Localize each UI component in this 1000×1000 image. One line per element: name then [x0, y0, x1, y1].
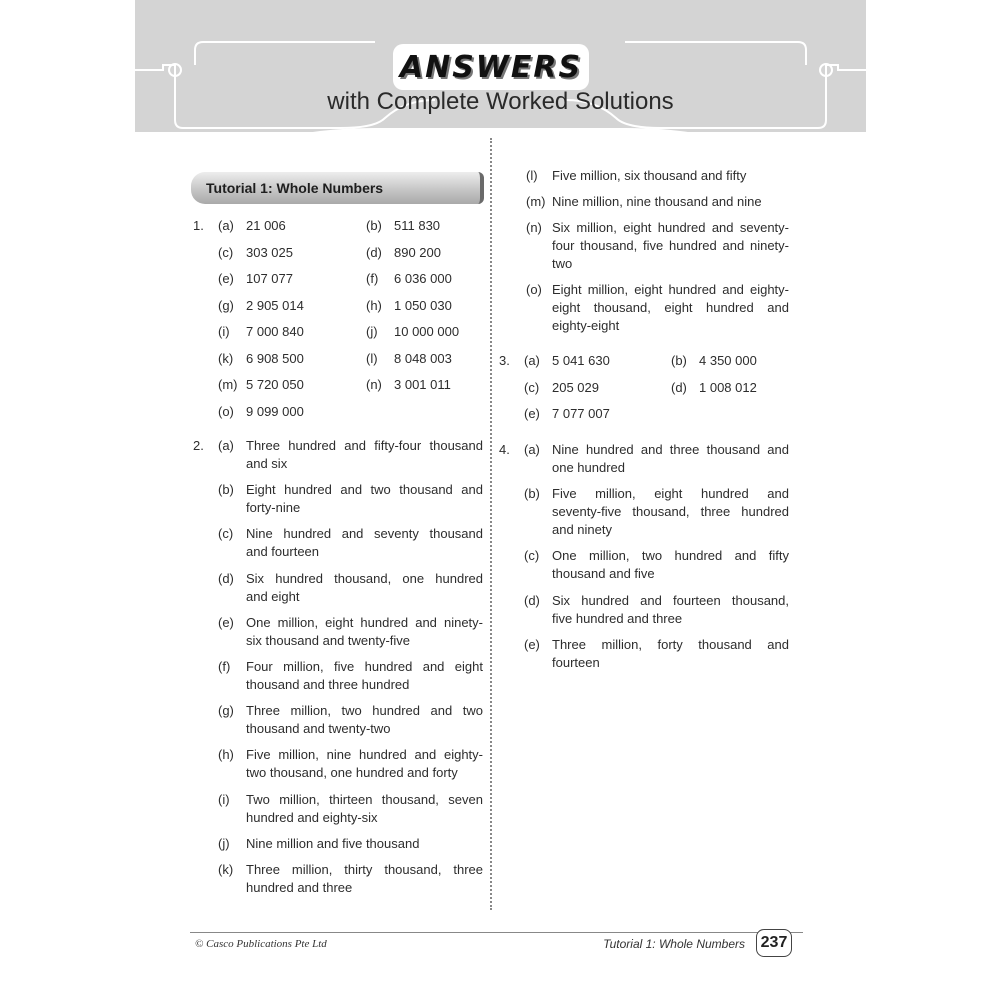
- answer-label: (f): [366, 271, 379, 286]
- answer-text-line: Two million, thirteen thousand, seven: [246, 791, 483, 807]
- question-number: 3.: [499, 353, 510, 368]
- answer-label: (e): [524, 406, 540, 421]
- answer-text-line: Six hundred and fourteen thousand,: [552, 592, 789, 608]
- answer-text-line: seventy-five thousand, three hundred: [552, 504, 789, 520]
- answer-label: (a): [218, 218, 234, 233]
- answer-text-line: Eight hundred and two thousand and: [246, 482, 483, 498]
- answer-text-line: thousand and five: [552, 566, 655, 582]
- answer-text-line: forty-nine: [246, 500, 301, 516]
- answer-label: (a): [524, 442, 540, 457]
- answer-value: 8 048 003: [394, 350, 452, 366]
- answer-text-line: Six hundred thousand, one hundred: [246, 570, 483, 586]
- answer-label: (g): [218, 703, 234, 719]
- answer-label: (e): [218, 614, 234, 630]
- answer-value: 1 008 012: [699, 379, 757, 395]
- answer-value: 7 077 007: [552, 406, 610, 421]
- answer-value: 1 050 030: [394, 297, 452, 313]
- answer-value: 4 350 000: [699, 353, 757, 368]
- answer-label: (n): [526, 220, 542, 235]
- answer-text-line: Five million, eight hundred and: [552, 486, 789, 502]
- answer-label: (d): [671, 379, 687, 395]
- answer-label: (d): [366, 244, 382, 260]
- answer-label: (j): [366, 324, 378, 339]
- answer-text-line: hundred and eighty-six: [246, 809, 378, 825]
- answer-text-line: two: [552, 256, 573, 271]
- question-3: [499, 352, 799, 432]
- footer-rule: [190, 932, 803, 933]
- answer-text-line: Five million, nine hundred and eighty-: [246, 747, 483, 763]
- footer-publisher: © Casco Publications Pte Ltd: [195, 938, 327, 950]
- answer-label: (a): [218, 438, 234, 453]
- answer-text-line: Nine hundred and seventy thousand: [246, 526, 483, 542]
- answer-text-line: fourteen: [552, 654, 600, 670]
- answer-label: (a): [524, 353, 540, 368]
- answer-label: (o): [526, 282, 542, 297]
- answer-label: (l): [526, 168, 538, 183]
- question-4: [499, 441, 799, 681]
- answer-text-line: Four million, five hundred and eight: [246, 659, 483, 674]
- page-number: 237: [756, 929, 792, 957]
- answers-title-box: [393, 44, 589, 90]
- answer-text-line: one hundred: [552, 460, 626, 475]
- answer-text-line: five hundred and three: [552, 610, 683, 626]
- answer-value: 6 036 000: [394, 271, 452, 286]
- answer-label: (c): [524, 379, 540, 395]
- answer-value: 5 720 050: [246, 377, 304, 392]
- question-number: 1.: [193, 218, 204, 233]
- answer-value: 21 006: [246, 218, 286, 233]
- answer-label: (e): [218, 271, 234, 286]
- question-2-continued: [500, 167, 800, 347]
- answer-label: (g): [218, 297, 234, 313]
- answer-text-line: Three hundred and fifty-four thousand: [246, 438, 483, 453]
- answer-text-line: thousand and twenty-two: [246, 721, 391, 737]
- answer-label: (b): [218, 482, 234, 498]
- answer-label: (j): [218, 835, 230, 851]
- answer-value: 107 077: [246, 271, 293, 286]
- answer-text-line: Three million, thirty thousand, three: [246, 862, 483, 877]
- answer-label: (d): [524, 592, 540, 608]
- answer-label: (m): [218, 377, 238, 392]
- tutorial-heading: Tutorial 1: Whole Numbers: [206, 180, 384, 196]
- answer-value: 9 099 000: [246, 403, 304, 419]
- answer-label: (l): [366, 350, 378, 366]
- answer-text-line: eight thousand, eight hundred and: [552, 300, 789, 315]
- answer-text-line: Eight million, eight hundred and eighty-: [552, 282, 789, 297]
- answer-text-line: two thousand, one hundred and forty: [246, 765, 458, 781]
- answer-text-line: and six: [246, 456, 288, 471]
- answer-text-line: Three million, forty thousand and: [552, 636, 789, 652]
- answer-text-line: six thousand and twenty-five: [246, 632, 411, 648]
- answer-label: (k): [218, 862, 234, 877]
- answer-label: (d): [218, 570, 234, 586]
- answer-text-line: and ninety: [552, 522, 612, 538]
- answer-text-line: One million, two hundred and fifty: [552, 548, 789, 564]
- answer-label: (b): [366, 218, 382, 233]
- answer-text-line: eighty-eight: [552, 318, 620, 333]
- answer-text-line: Nine million and five thousand: [246, 835, 420, 851]
- answer-text-line: Nine million, nine thousand and nine: [552, 194, 762, 209]
- answer-text-line: hundred and three: [246, 880, 353, 895]
- answer-label: (i): [218, 324, 230, 339]
- answer-text-line: and eight: [246, 588, 300, 604]
- answer-label: (i): [218, 791, 230, 807]
- answer-value: 5 041 630: [552, 353, 610, 368]
- answer-label: (e): [524, 636, 540, 652]
- question-2: [193, 437, 485, 907]
- answer-label: (o): [218, 403, 234, 419]
- answer-value: 10 000 000: [394, 324, 460, 339]
- answer-text-line: four thousand, five hundred and ninety-: [552, 238, 789, 253]
- answer-text-line: Nine hundred and three thousand and: [552, 442, 789, 457]
- answer-label: (b): [671, 353, 687, 368]
- answer-value: 2 905 014: [246, 297, 304, 313]
- answers-title: ANSWERS: [399, 49, 583, 85]
- answer-label: (b): [524, 486, 540, 502]
- answer-label: (c): [218, 526, 234, 542]
- answer-text-line: thousand and three hundred: [246, 677, 410, 692]
- answer-text-line: Three million, two hundred and two: [246, 703, 483, 719]
- question-number: 4.: [499, 442, 510, 457]
- answer-value: 3 001 011: [394, 377, 451, 392]
- answer-value: 511 830: [394, 218, 441, 233]
- tutorial-heading-banner: [191, 172, 484, 204]
- answer-value: 6 908 500: [246, 350, 304, 366]
- answer-label: (k): [218, 350, 234, 366]
- question-number: 2.: [193, 438, 204, 453]
- question-1: [193, 217, 485, 417]
- answer-label: (c): [218, 244, 234, 260]
- answer-label: (h): [366, 297, 382, 313]
- answer-text-line: Six million, eight hundred and seventy-: [552, 220, 789, 235]
- page-subtitle: with Complete Worked Solutions: [327, 88, 674, 115]
- answer-label: (c): [524, 548, 540, 564]
- answer-label: (f): [218, 659, 231, 674]
- answer-label: (m): [526, 194, 546, 209]
- answer-value: 890 200: [394, 244, 441, 260]
- answer-text-line: One million, eight hundred and ninety-: [246, 614, 483, 630]
- answer-page: [135, 0, 866, 1000]
- answer-text-line: and fourteen: [246, 544, 320, 560]
- answer-text-line: Five million, six thousand and fifty: [552, 168, 747, 183]
- footer-section: Tutorial 1: Whole Numbers: [603, 937, 745, 951]
- answer-value: 303 025: [246, 244, 293, 260]
- column-divider: [490, 138, 492, 910]
- answer-label: (h): [218, 747, 234, 763]
- answer-value: 205 029: [552, 379, 599, 395]
- answer-value: 7 000 840: [246, 324, 304, 339]
- answer-label: (n): [366, 377, 382, 392]
